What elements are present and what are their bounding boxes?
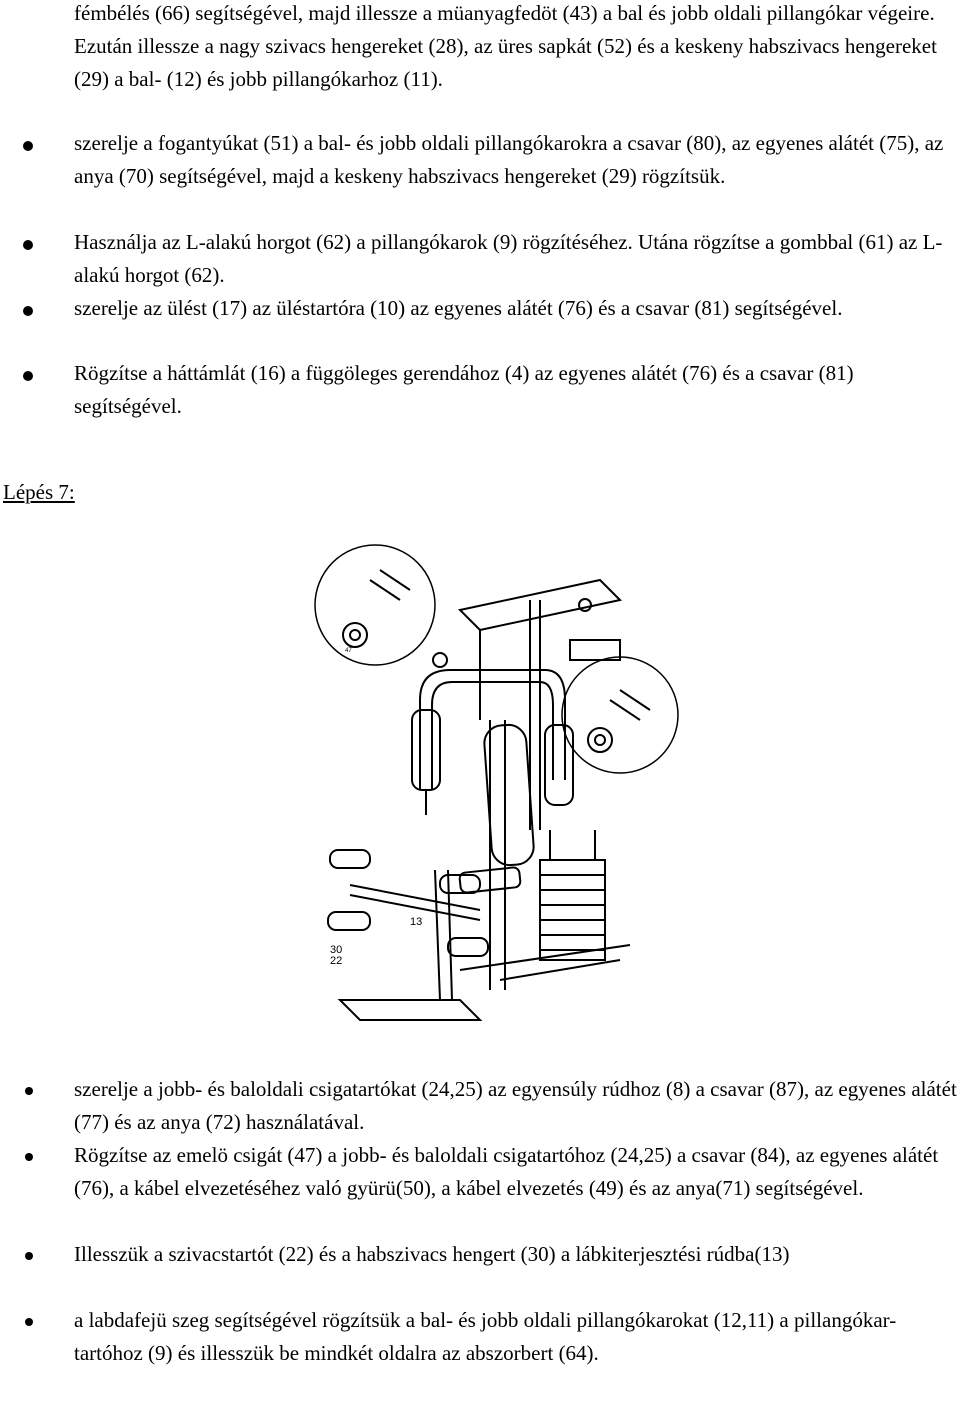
list-item: Rögzítse a háttámlát (16) a függöleges gerendához (4) az egyenes alátét (76) és a csavar (81) segítségével.	[74, 361, 854, 418]
list-item: szerelje az ülést (17) az üléstartóra (10) az egyenes alátét (76) és a csavar (81) segítségével.	[74, 296, 843, 320]
list-item: szerelje a fogantyúkat (51) a bal- és jobb oldali pillangókarokra a csavar (80), az egyenes alátét (75), az anya (70) segítségével, majd a keskeny habszivacs hengereket (29) rögzítsük.	[74, 131, 944, 188]
list-item: a labdafejü szeg segítségével rögzítsük a bal- és jobb oldali pillangókarokat (12,11) a pillangókar-tartóhoz (9) és illesszük be mindkét oldalra az abszorbert (64).	[74, 1308, 897, 1365]
list-item: Rögzítse az emelö csigát (47) a jobb- és baloldali csigatartóhoz (24,25) a csavar (84), az egyenes alátét (76), a kábel elvezetéséhez való gyürü(50), a kábel elvezetés (49) és az anya(71) segítségével.	[74, 1143, 939, 1200]
home-gym-assembly-diagram	[300, 540, 680, 1040]
figure-label: 30	[330, 944, 343, 956]
bullet-dot	[23, 371, 33, 381]
list-item: szerelje a jobb- és baloldali csigatartókat (24,25) az egyensúly rúdhoz (8) a csavar (87), az egyenes alátét (77) és az anya (72) használatával.	[74, 1077, 957, 1134]
step-heading: Lépés 7:	[3, 480, 75, 504]
bullet-dot	[25, 1252, 33, 1260]
figure-label: 22	[330, 955, 343, 967]
intro-paragraph: fémbélés (66) segítségével, majd illessze a müanyagfedöt (43) a bal és jobb oldali pillangókar végeire. Ezután illessze a nagy szivacs hengereket (28), az üres sapkát (52) és a keskeny habszivacs hengereket (29) a bal- (12) és jobb pillangókarhoz (11).	[74, 1, 937, 91]
bullet-dot	[25, 1087, 33, 1095]
bullet-dot	[25, 1153, 33, 1161]
list-item: Illesszük a szivacstartót (22) és a habszivacs hengert (30) a lábkiterjesztési rúdba(13)	[74, 1242, 790, 1266]
figure-label: 13	[410, 916, 423, 928]
bullet-dot	[25, 1318, 33, 1326]
list-item: Használja az L-alakú horgot (62) a pillangókarok (9) rögzítéséhez. Utána rögzítse a gombbal (61) az L-alakú horgot (62).	[74, 230, 943, 287]
bullet-dot	[23, 306, 33, 316]
bullet-dot	[23, 141, 33, 151]
bullet-dot	[23, 240, 33, 250]
figure-label: 47	[345, 648, 352, 654]
